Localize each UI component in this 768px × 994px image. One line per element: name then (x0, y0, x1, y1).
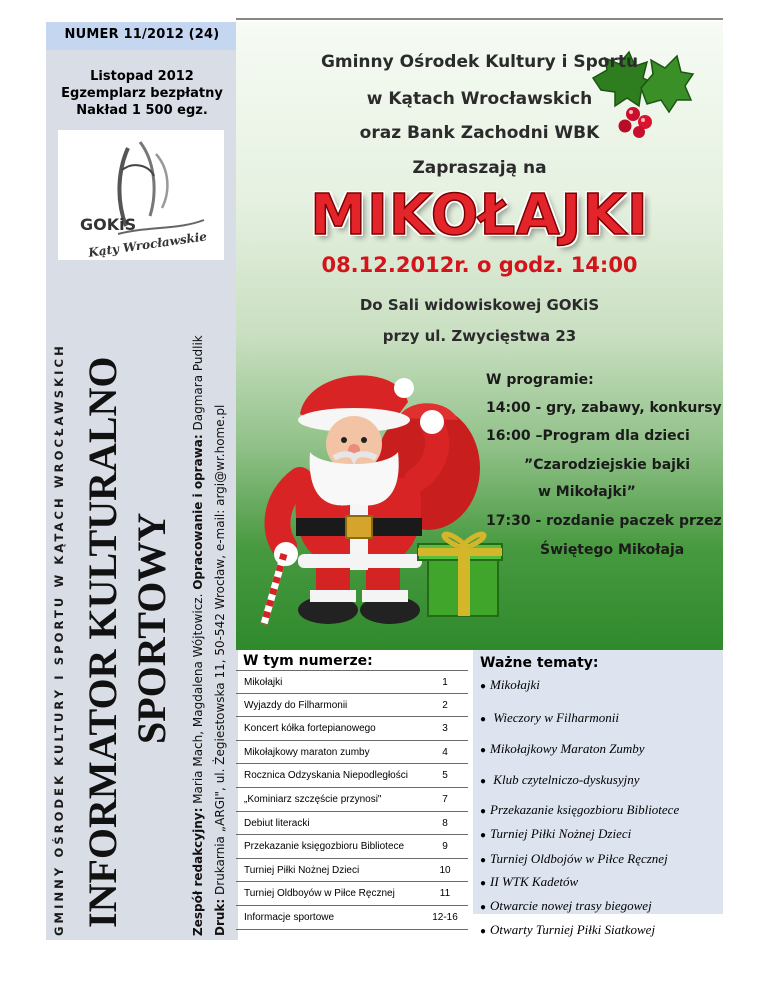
magazine-title-line1: INFORMATOR KULTURALNO (80, 356, 125, 928)
toc-title: Debiut literacki (244, 817, 310, 829)
credits-label: Zespół redakcyjny: (191, 807, 205, 936)
santa-claus-illustration (258, 358, 508, 628)
topic-item (480, 874, 578, 890)
program-item: 16:00 –Program dla dzieci (486, 428, 690, 444)
bullet-icon: ● (480, 830, 487, 841)
bullet-icon: ● (480, 806, 487, 817)
toc-title: Turniej Piłki Nożnej Dzieci (244, 864, 360, 876)
editorial-credits (191, 335, 205, 936)
topic-text: Turniej Oldbojów w Piłce Ręcznej (490, 851, 668, 866)
topic-text: II WTK Kadetów (490, 874, 579, 889)
toc-page: 5 (442, 770, 448, 782)
bullet-icon: ● (480, 714, 487, 725)
toc-row (236, 717, 468, 741)
program-item: Świętego Mikołaja (540, 542, 685, 558)
topic-item (480, 710, 619, 726)
program-item: 14:00 - gry, zabawy, konkursy (486, 400, 722, 416)
toc-row (236, 694, 468, 718)
topic-item (480, 922, 655, 938)
toc-page: 8 (442, 817, 448, 829)
org-name-vertical: GMINNY OŚRODEK KULTURY I SPORTU W KĄTACH WROCŁAWSKICH (52, 343, 66, 936)
toc-page: 9 (442, 841, 448, 853)
toc-title: Informacje sportowe (244, 911, 335, 923)
topic-item (480, 898, 652, 914)
topic-text: Wieczory w Filharmonii (490, 710, 619, 725)
toc-page: 10 (439, 864, 451, 876)
gokis-logo (58, 130, 224, 260)
topic-text: Klub czytelniczo-dyskusyjny (490, 772, 640, 787)
toc-page: 12-16 (432, 911, 458, 923)
prep-label: Opracowanie i oprawa: (191, 434, 205, 590)
issue-date: Listopad 2012 (90, 69, 194, 84)
topic-item (480, 677, 540, 693)
toc-page: 3 (442, 723, 448, 735)
issue-price: Egzemplarz bezpłatny (61, 86, 223, 101)
toc-title: Turniej Oldboyów w Piłce Ręcznej (244, 888, 395, 900)
poster-address: przy ul. Zwycięstwa 23 (382, 327, 577, 345)
toc-title: Mikołajkowy maraton zumby (244, 746, 370, 758)
topic-text: Turniej Piłki Nożnej Dzieci (490, 826, 632, 841)
toc-row (236, 764, 468, 788)
poster-venue: Do Sali widowiskowej GOKiS (359, 296, 600, 314)
toc-title: „Kominiarz szczęście przynosi" (244, 793, 382, 805)
topic-text: Mikołajki (490, 677, 540, 692)
toc-page: 4 (442, 746, 448, 758)
toc-page: 11 (439, 888, 451, 900)
toc-title: Rocznica Odzyskania Niepodległości (244, 770, 408, 782)
print-text: Drukarnia „ARGI", ul. Żegiestowska 11, 50-542 Wrocław, e-mail: argi@wr.home.pl (213, 404, 227, 899)
program-item: w Mikołajki” (538, 484, 636, 500)
topic-item (480, 802, 679, 818)
topic-item (480, 772, 640, 788)
print-label: Druk: (213, 898, 227, 936)
topic-item (480, 741, 645, 757)
print-credits (213, 405, 227, 936)
gokis-logo-graphic (58, 130, 224, 260)
bullet-icon: ● (480, 855, 487, 866)
program-item: ”Czarodziejskie bajki (524, 457, 691, 473)
program-heading: W programie: (486, 372, 594, 388)
magazine-title-line2: SPORTOWY (129, 512, 174, 744)
bullet-icon: ● (480, 878, 487, 889)
toc-row (236, 835, 468, 859)
topic-text: Przekazanie księgozbioru Bibliotece (490, 802, 680, 817)
bullet-icon: ● (480, 681, 487, 692)
toc-title: Koncert kółka fortepianowego (244, 723, 376, 735)
poster-organizer: Gminny Ośrodek Kultury i Sportu (320, 52, 639, 72)
poster-sponsor: oraz Bank Zachodni WBK (359, 123, 600, 143)
bullet-icon: ● (480, 902, 487, 913)
table-of-contents (236, 670, 468, 930)
poster-organizer-location: w Kątach Wrocławskich (366, 89, 593, 109)
bullet-icon: ● (480, 926, 487, 937)
toc-page: 1 (442, 677, 448, 688)
toc-row (236, 670, 468, 694)
issue-circulation: Nakład 1 500 egz. (76, 103, 208, 118)
toc-row (236, 812, 468, 836)
toc-title: Mikołajki (244, 677, 283, 688)
toc-title: Przekazanie księgozbioru Bibliotece (244, 841, 405, 853)
toc-row (236, 906, 468, 930)
program-item: 17:30 - rozdanie paczek przez (486, 513, 722, 529)
toc-title: Wyjazdy do Filharmonii (244, 699, 348, 711)
toc-row (236, 741, 468, 765)
topic-text: Otwarty Turniej Piłki Siatkowej (490, 922, 656, 937)
toc-row (236, 882, 468, 906)
credits-text: Maria Mach, Magdalena Wójtowicz. (191, 589, 205, 808)
bullet-icon: ● (480, 745, 487, 756)
topics-heading: Ważne tematy: (480, 655, 599, 671)
prep-text: Dagmara Pudlik (191, 335, 205, 435)
toc-page: 7 (442, 793, 448, 805)
topic-text: Mikołajkowy Maraton Zumby (490, 741, 645, 756)
toc-row (236, 788, 468, 812)
topic-text: Otwarcie nowej trasy biegowej (490, 898, 652, 913)
poster-invite: Zapraszają na (412, 158, 547, 178)
topic-item (480, 851, 668, 867)
poster-date: 08.12.2012r. o godz. 14:00 (321, 253, 638, 277)
issue-info (46, 68, 238, 119)
topic-item (480, 826, 631, 842)
toc-row (236, 859, 468, 883)
toc-page: 2 (442, 699, 448, 711)
poster-title: MIKOŁAJKI (310, 183, 649, 248)
bullet-icon: ● (480, 776, 487, 787)
top-rule (236, 18, 723, 20)
toc-heading: W tym numerze: (243, 653, 373, 669)
logo-subtext: Kąty Wrocławskie (87, 229, 208, 260)
issue-number: NUMER 11/2012 (24) (64, 27, 220, 42)
logo-text: GOKiS (80, 215, 137, 234)
